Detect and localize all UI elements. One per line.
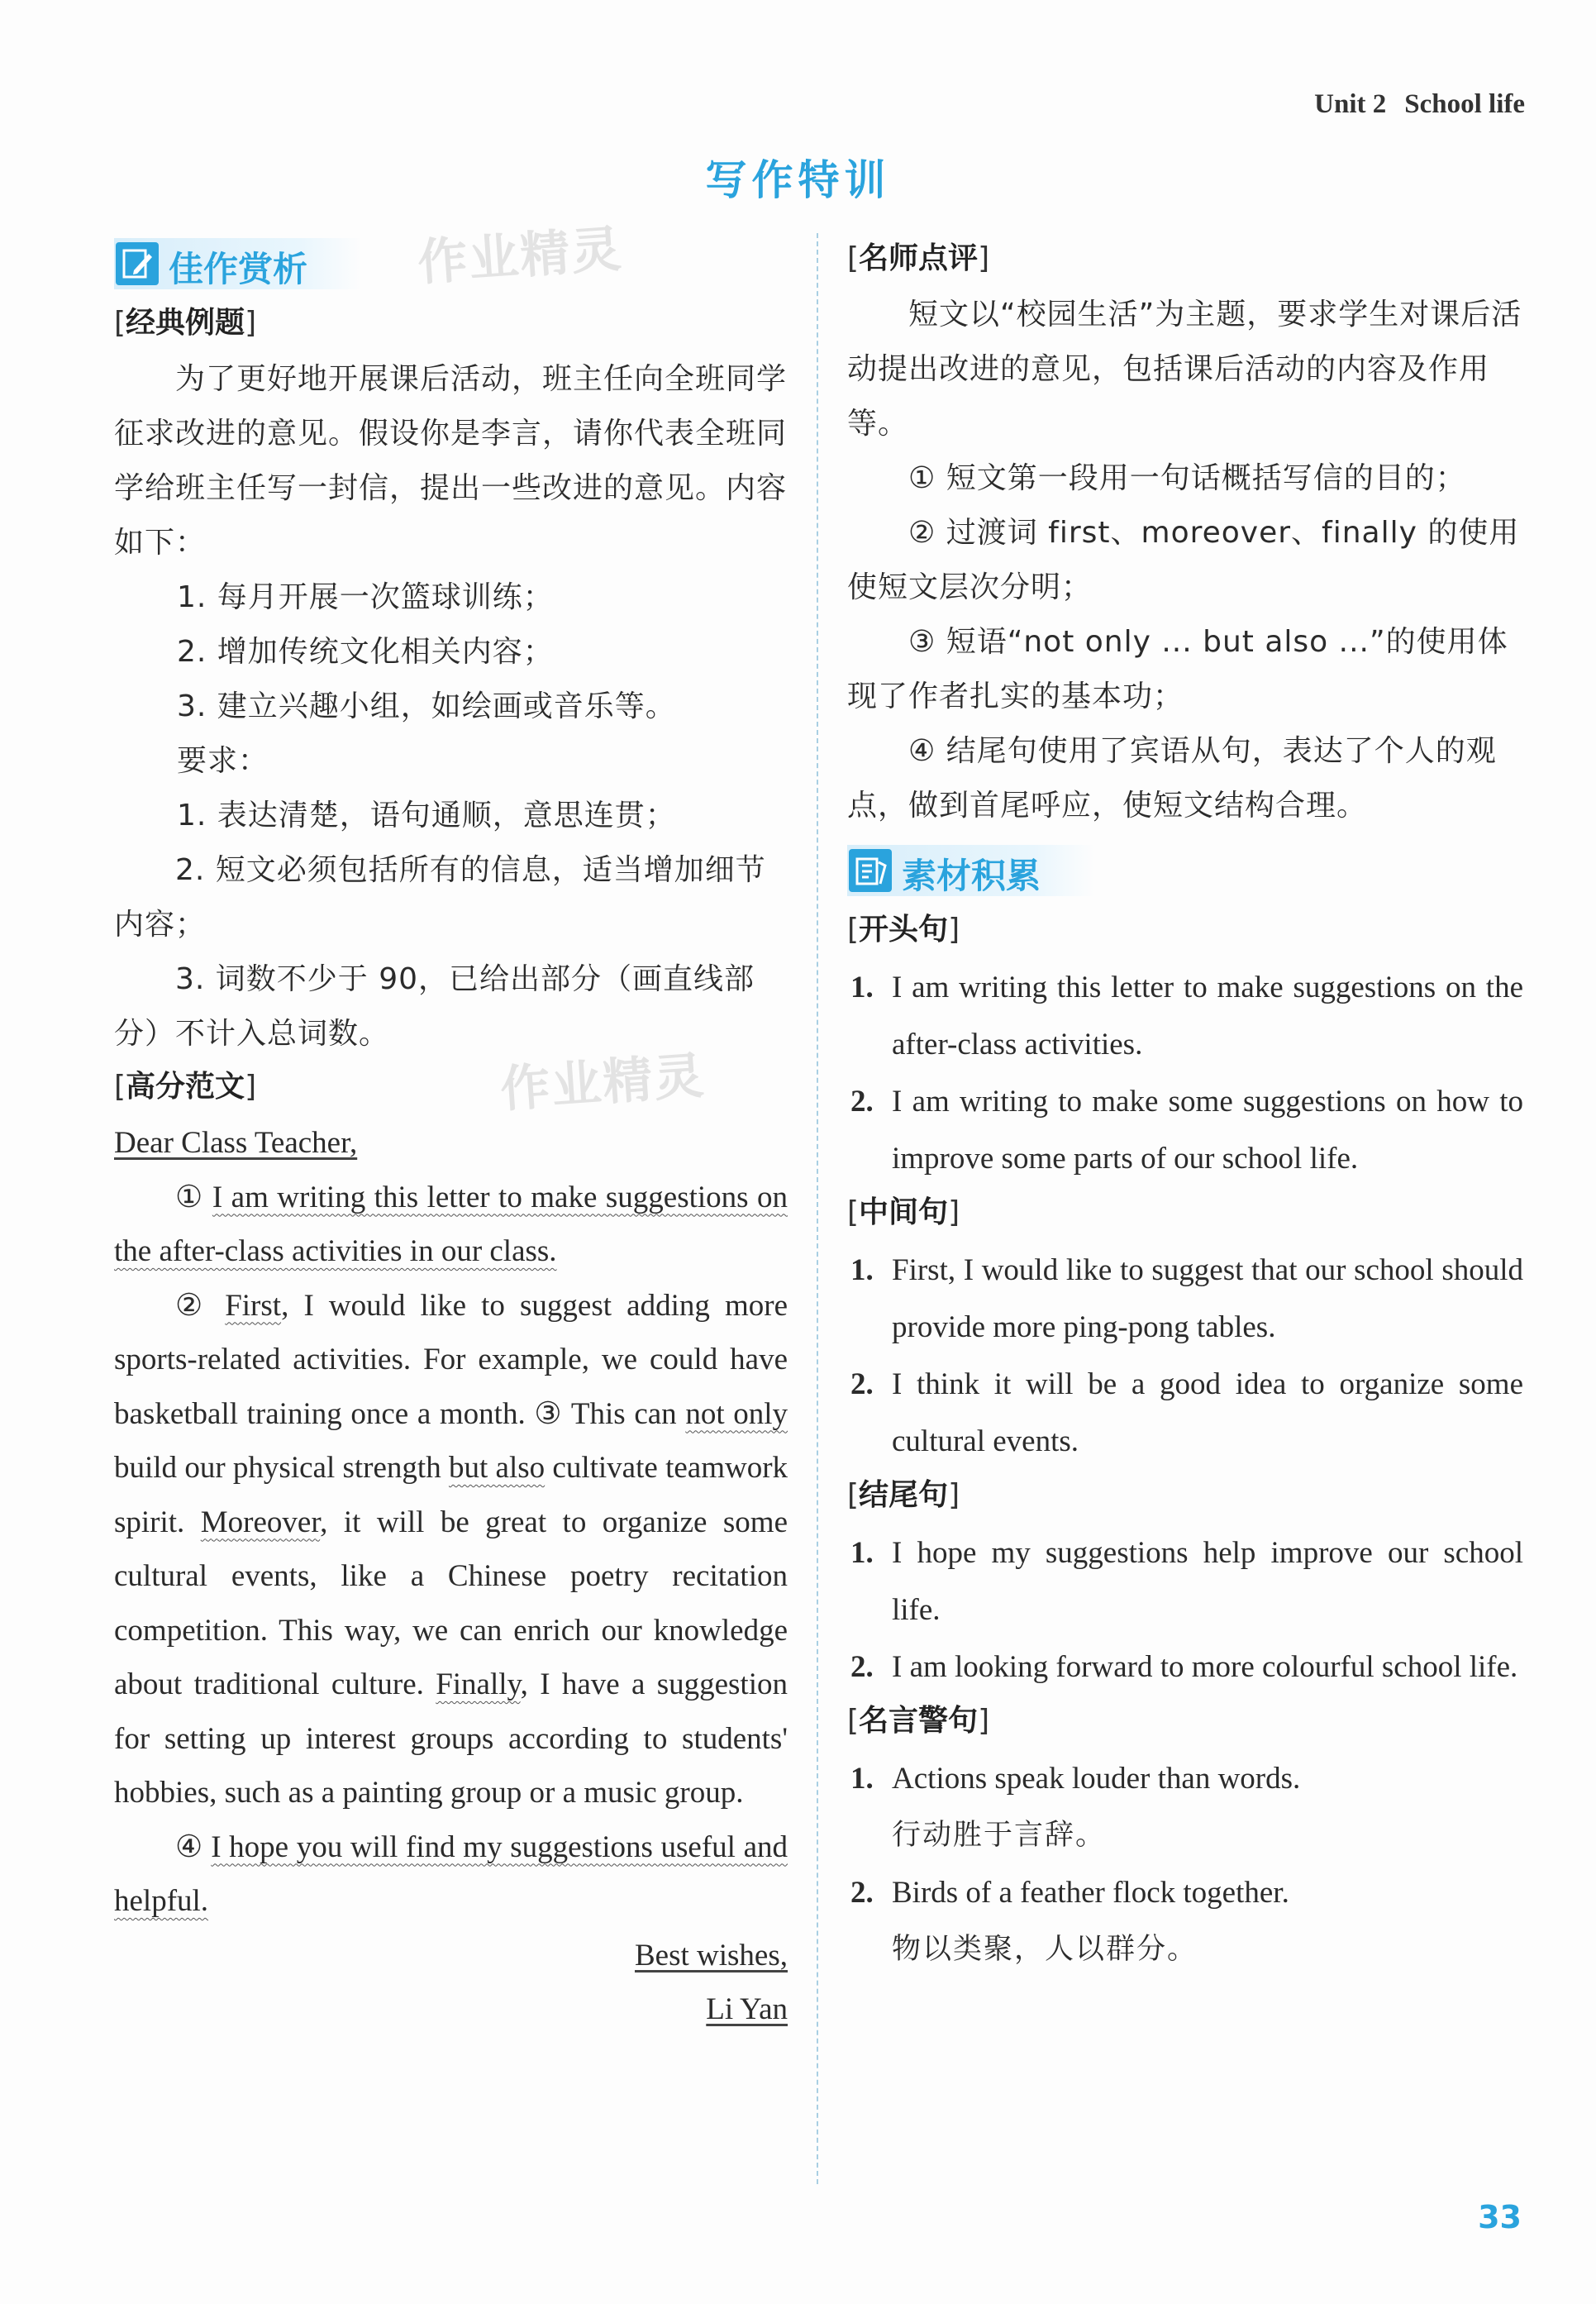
quote-translation: 行动胜于言辞。: [892, 1819, 1107, 1852]
letter-greeting: Dear Class Teacher,: [114, 1126, 358, 1160]
marker-3: ③: [534, 1396, 563, 1431]
book-stack-icon: [849, 849, 892, 892]
requirement-item: 2. 短文必须包括所有的信息，适当增加细节内容；: [114, 853, 766, 942]
marker-4: ④: [175, 1829, 203, 1864]
requirement-item: 1. 表达清楚，语句通顺，意思连贯；: [177, 799, 676, 832]
transition-word: Moreover: [200, 1505, 321, 1539]
marker-2: ②: [175, 1288, 211, 1323]
watermark: 作业精灵: [498, 1047, 707, 1119]
sample-label: [高分范文]: [114, 1070, 257, 1104]
transition-word: Finally: [436, 1667, 521, 1701]
section-banner-materials: [847, 845, 1095, 896]
example-label: [经典例题]: [114, 306, 257, 340]
page-number: 33: [1478, 2199, 1522, 2235]
list-item: 1. First, I would like to suggest that our school should provide more ping-pong tables.: [850, 1253, 1523, 1344]
letter-signature: Li Yan: [706, 1992, 788, 2026]
unit-label: Unit 2: [1314, 89, 1387, 119]
comment-intro: 短文以“校园生活”为主题，要求学生对课后活动提出改进的意见，包括课后活动的内容及作用等。: [847, 298, 1522, 441]
right-column: [847, 233, 1523, 1978]
content-item: 2. 增加传统文化相关内容；: [177, 635, 554, 669]
list-item: 2. I am writing to make some suggestions on how to improve some parts of our school life.: [850, 1085, 1523, 1176]
requirements-title: 要求：: [177, 744, 269, 778]
column-divider: [817, 233, 818, 2184]
quote-translation: 物以类聚，人以群分。: [892, 1933, 1198, 1966]
list-item: 1. Actions speak louder than words. 行动胜于言辞。: [847, 1750, 1523, 1864]
ending-label: [结尾句]: [847, 1478, 960, 1512]
marker-1: ①: [175, 1180, 204, 1214]
opening-list: [847, 959, 1523, 1187]
phrase-not-only: not only: [685, 1396, 788, 1431]
list-item: 1. I am writing this letter to make suggestions on the after-class activities.: [850, 971, 1523, 1061]
quotes-list: [847, 1750, 1523, 1978]
list-item: 2. I think it will be a good idea to organize some cultural events.: [850, 1367, 1523, 1458]
list-item: 2. Birds of a feather flock together. 物以类聚，人以群分。: [847, 1864, 1523, 1978]
list-item: 1. I hope my suggestions help improve our school life.: [850, 1536, 1523, 1627]
middle-label: [中间句]: [847, 1195, 960, 1229]
wavy-sentence: I am writing this letter to make suggestions on the after-class activities in our class.: [114, 1180, 788, 1268]
list-item: 2. I am looking forward to more colourful school life.: [850, 1650, 1518, 1684]
phrase-but-also: but also: [448, 1451, 545, 1485]
opening-label: [开头句]: [847, 913, 960, 947]
content-item: 1. 每月开展一次篮球训练；: [177, 580, 554, 614]
wavy-sentence: I hope you will find my suggestions useful and helpful.: [114, 1829, 788, 1918]
letter-paragraph-2: ② First, I would like to suggest adding more sports-related activities. For example, we could have basketball training once a month. ③ This can not only build our physical strength but also cultivate teamwork spirit. Moreover, it will be great to organize some cultural events, like a Chinese poetry recitation competition. This way, we can enrich our knowledge about traditional culture. Finally, I have a suggestion for setting up interest groups according to students' hobbies, such as a painting group or a music group.: [114, 1288, 788, 1810]
prompt-text: 为了更好地开展课后活动，班主任向全班同学征求改进的意见。假设你是李言，请你代表全班同学给班主任写一封信，提出一些改进的意见。内容如下：: [114, 362, 788, 560]
comment-point: ① 短文第一段用一句话概括写信的目的；: [908, 461, 1466, 495]
ending-list: [847, 1524, 1523, 1696]
letter-paragraph-3: [114, 1820, 788, 1929]
page-title: 写作特训: [705, 156, 891, 204]
section-banner-appreciation: [114, 238, 362, 289]
comment-point: ② 过渡词 first、moreover、finally 的使用使短文层次分明；: [847, 516, 1520, 604]
letter-closing: Best wishes,: [635, 1938, 788, 1972]
letter-paragraph-1: [114, 1171, 788, 1279]
section-title: 佳作赏析: [169, 249, 308, 289]
requirement-item: 3. 词数不少于 90，已给出部分（画直线部分）不计入总词数。: [114, 962, 755, 1051]
pencil-note-icon: [116, 242, 159, 285]
unit-topic: School life: [1404, 89, 1525, 119]
content-item: 3. 建立兴趣小组，如绘画或音乐等。: [177, 689, 676, 723]
comment-label: [名师点评]: [847, 241, 990, 275]
comment-point: ④ 结尾句使用了宾语从句，表达了个人的观点，做到首尾呼应，使短文结构合理。: [847, 734, 1497, 823]
transition-word: First: [225, 1288, 282, 1323]
watermark: 作业精灵: [416, 220, 625, 293]
section-title: 素材积累: [902, 856, 1041, 896]
left-column: [114, 238, 788, 2037]
comment-point: ③ 短语“not only ... but also ...”的使用体现了作者扎实的基本功；: [847, 625, 1508, 713]
unit-header: [1314, 89, 1525, 120]
quotes-label: [名言警句]: [847, 1704, 990, 1738]
middle-list: [847, 1242, 1523, 1470]
